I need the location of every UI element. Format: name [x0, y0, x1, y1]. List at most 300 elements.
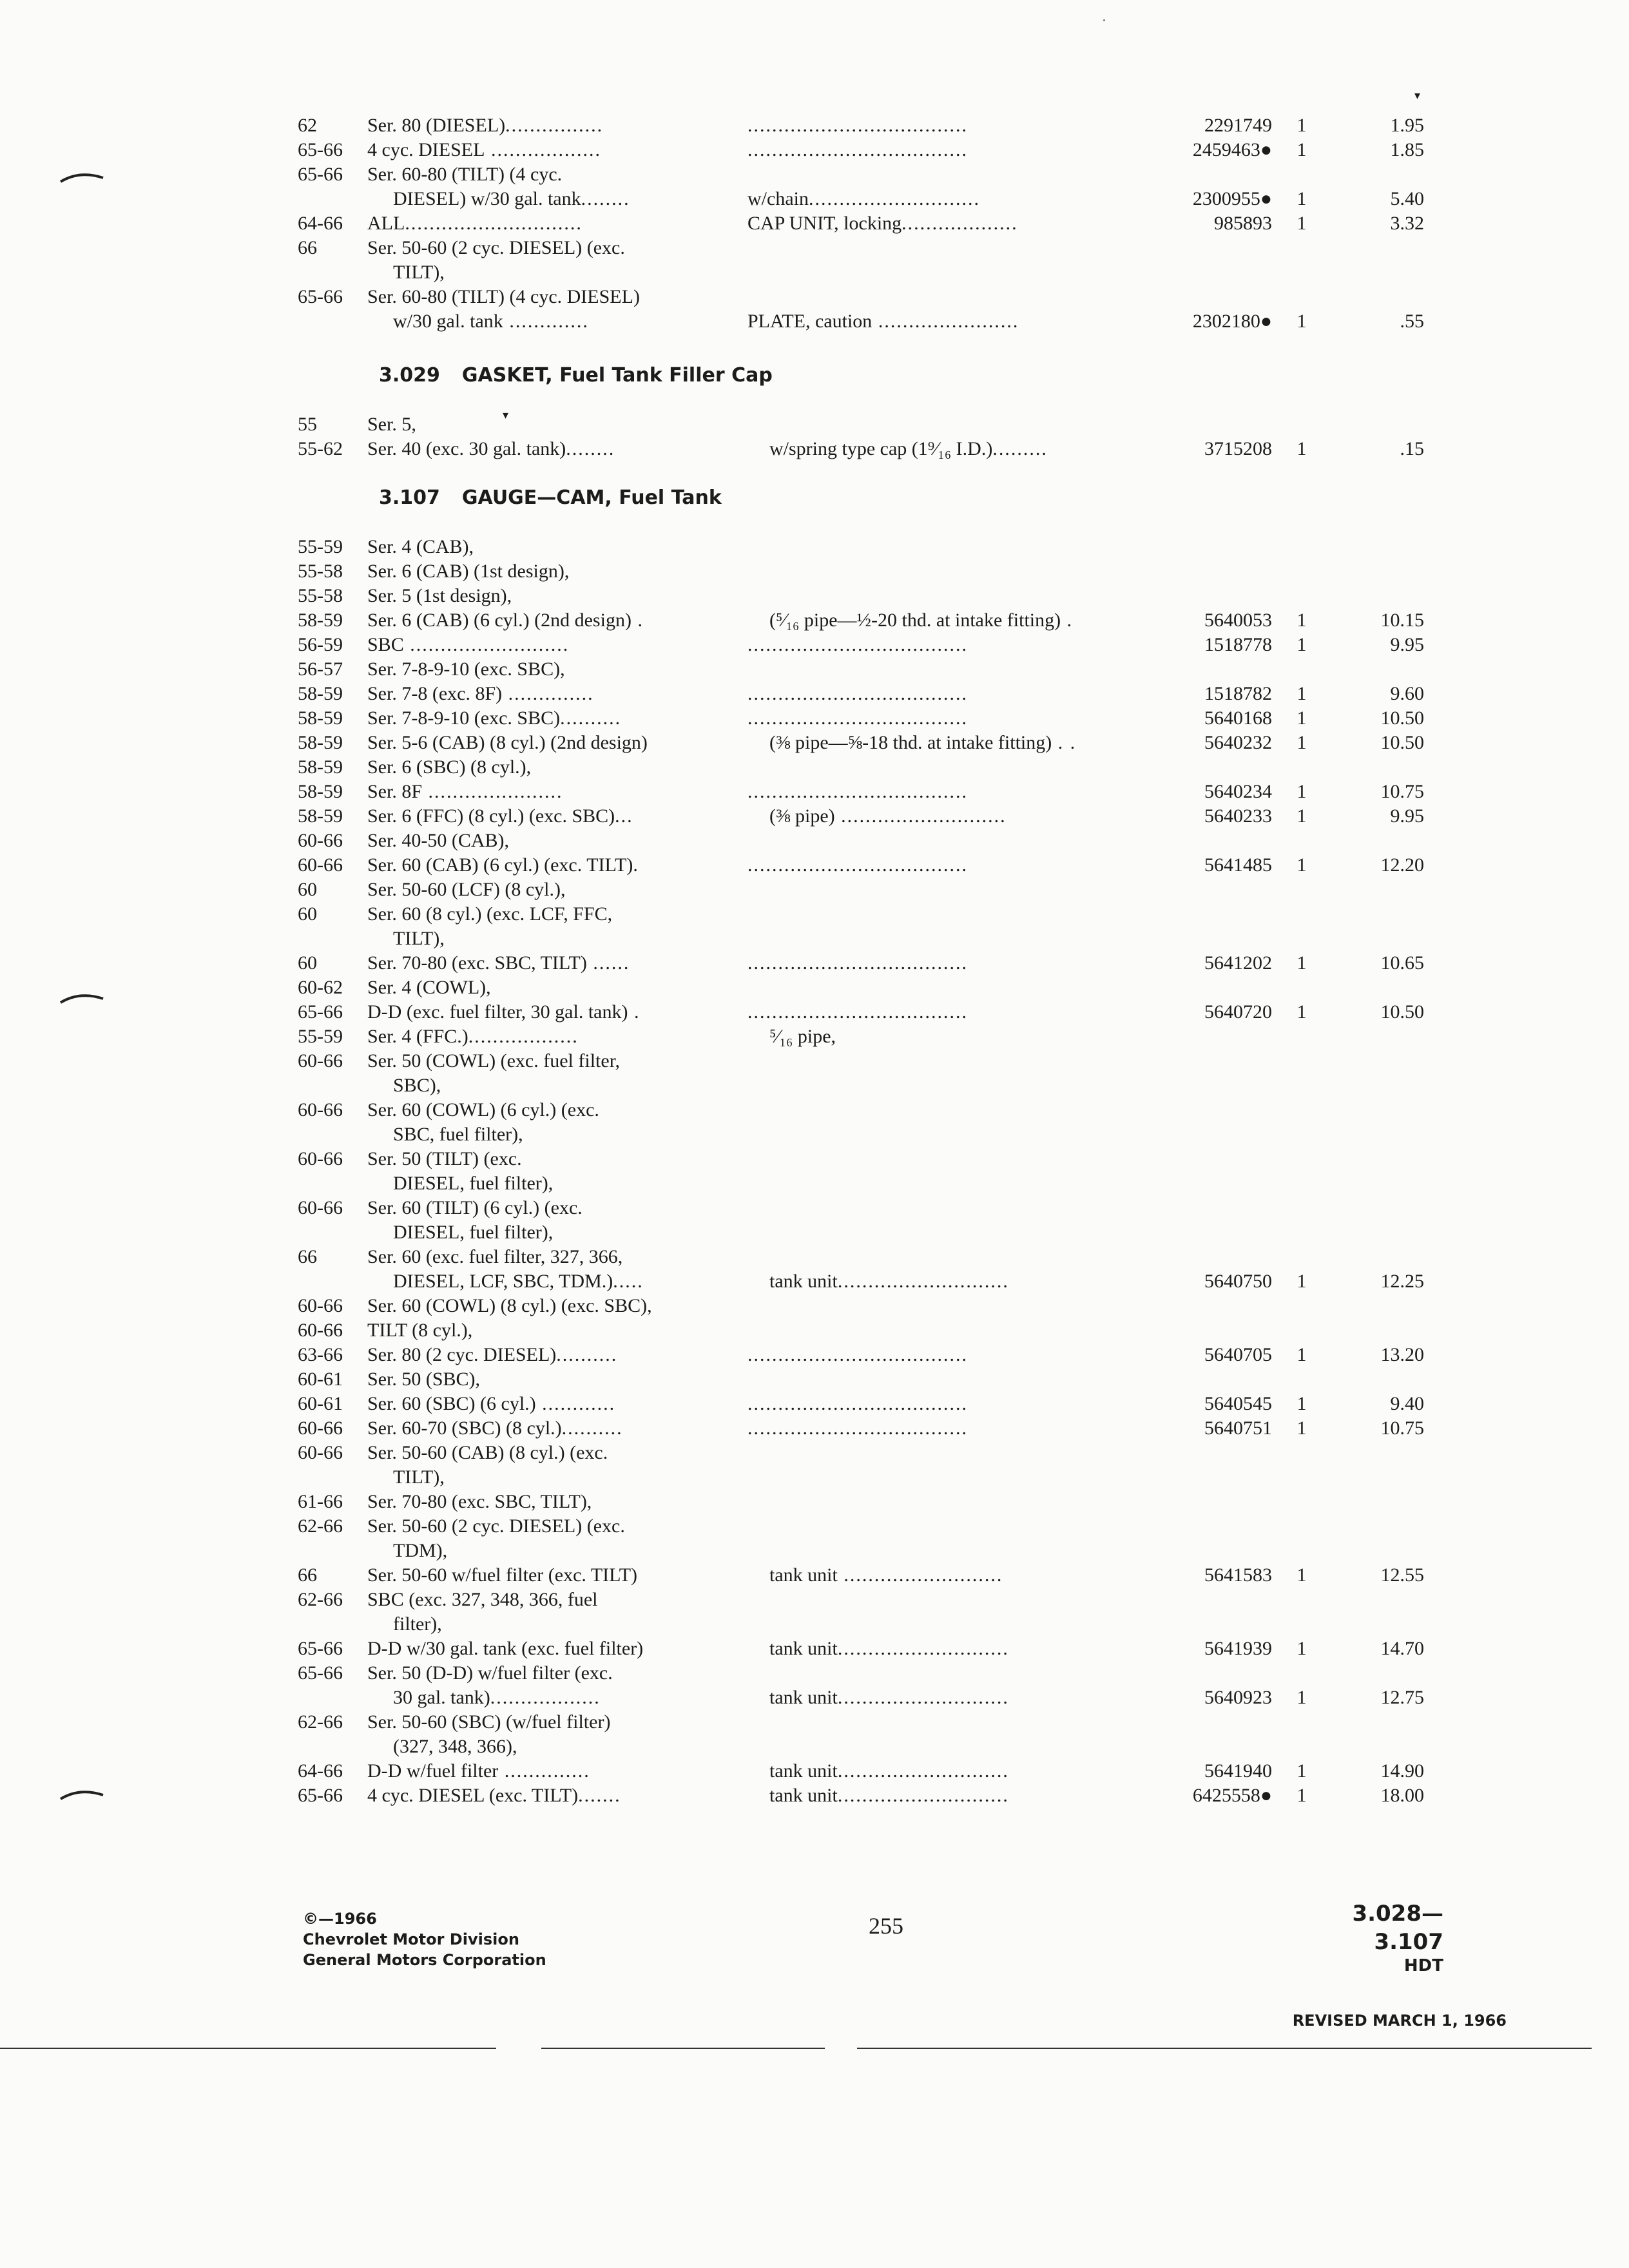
- description-cell: [747, 951, 1166, 975]
- application-cell: [367, 412, 723, 437]
- list-price: 1.95: [1390, 115, 1424, 136]
- application-text: Ser. 6 (CAB) (6 cyl.) (2nd design): [367, 610, 631, 631]
- application-cell: [367, 1171, 749, 1196]
- catalog-row: [0, 1490, 1629, 1514]
- model-year: 60-66: [298, 1099, 343, 1120]
- part-number: 5640750: [1204, 1271, 1272, 1292]
- application-text: Ser. 50 (COWL) (exc. fuel filter,: [367, 1050, 620, 1072]
- application-cell: [367, 927, 749, 951]
- catalog-row: [0, 1759, 1629, 1783]
- catalog-row: [0, 309, 1629, 334]
- description-cell: [747, 187, 1166, 211]
- list-price: 14.90: [1380, 1760, 1424, 1782]
- catalog-row: [0, 113, 1629, 138]
- leader-dots: ..........: [556, 1344, 618, 1365]
- application-cell: [367, 1563, 723, 1588]
- catalog-row: [0, 706, 1629, 731]
- list-price: 10.50: [1380, 732, 1424, 753]
- model-year: 60-66: [298, 830, 343, 851]
- description-text: tank unit: [769, 1271, 838, 1292]
- catalog-row: [0, 285, 1629, 309]
- application-cell: [367, 1661, 723, 1686]
- model-year: 60-66: [298, 854, 343, 876]
- application-text: TILT (8 cyl.),: [367, 1320, 473, 1341]
- application-text: Ser. 60-70 (SBC) (8 cyl.): [367, 1418, 562, 1439]
- model-year: 58-59: [298, 707, 343, 729]
- application-text: ALL: [367, 213, 405, 234]
- part-number: 5641940: [1204, 1760, 1272, 1782]
- catalog-row: [0, 1098, 1629, 1122]
- description-cell: [747, 682, 1166, 706]
- part-number: 5640234: [1204, 781, 1272, 802]
- description-text: tank unit: [769, 1785, 838, 1806]
- application-text: D-D w/30 gal. tank (exc. fuel filter): [367, 1638, 644, 1659]
- application-cell: [367, 1392, 723, 1416]
- catalog-row: [0, 1294, 1629, 1318]
- description-cell: [747, 1392, 1166, 1416]
- application-text: TILT),: [393, 1466, 445, 1488]
- leader-dots: .: [633, 854, 639, 876]
- footer-rule: [857, 2048, 1592, 2049]
- description-text: tank unit: [769, 1564, 838, 1586]
- model-year: 60: [298, 879, 317, 900]
- quantity: 1: [1296, 610, 1307, 631]
- leader-dots: ....................................: [747, 781, 968, 802]
- application-text: Ser. 50-60 w/fuel filter (exc. TILT): [367, 1564, 638, 1586]
- description-cell: [747, 853, 1166, 878]
- model-year: 56-59: [298, 634, 343, 655]
- catalog-row: [0, 829, 1629, 853]
- series-code: HDT: [1403, 1956, 1443, 1975]
- catalog-row: [0, 138, 1629, 162]
- application-text: SBC: [367, 634, 404, 655]
- application-text: (327, 348, 366),: [393, 1736, 517, 1757]
- quantity: 1: [1296, 311, 1307, 332]
- catalog-row: [0, 211, 1629, 236]
- division-line: Chevrolet Motor Division: [303, 1930, 519, 1948]
- part-number: 5640751: [1204, 1418, 1272, 1439]
- quantity: 1: [1296, 952, 1307, 974]
- model-year: 60-66: [298, 1197, 343, 1218]
- quantity: 1: [1296, 438, 1307, 459]
- leader-dots: .............: [503, 311, 589, 332]
- application-text: 30 gal. tank): [393, 1687, 490, 1708]
- application-cell: [367, 1710, 723, 1735]
- model-year: 61-66: [298, 1491, 343, 1512]
- part-number: 1518782: [1204, 683, 1272, 704]
- description-cell: [769, 1269, 1188, 1294]
- catalog-row: [0, 1783, 1629, 1808]
- leader-dots: ....................................: [747, 1393, 968, 1414]
- catalog-row: [0, 1686, 1629, 1710]
- model-year: 65-66: [298, 1785, 343, 1806]
- catalog-row: [0, 1220, 1629, 1245]
- application-cell: [367, 187, 749, 211]
- leader-dots: ..............: [502, 683, 594, 704]
- model-year: 55-59: [298, 1026, 343, 1047]
- application-text: Ser. 7-8 (exc. 8F): [367, 683, 503, 704]
- model-year: 62: [298, 115, 317, 136]
- quantity: 1: [1296, 188, 1307, 209]
- application-cell: [367, 1294, 723, 1318]
- catalog-row: [0, 1122, 1629, 1147]
- list-price: 3.32: [1390, 213, 1424, 234]
- description-cell: [747, 706, 1166, 731]
- quantity: 1: [1296, 1344, 1307, 1365]
- catalog-row: [0, 633, 1629, 657]
- section-heading: [379, 485, 722, 511]
- list-price: 10.75: [1380, 781, 1424, 802]
- catalog-row: [0, 1000, 1629, 1024]
- leader-dots: ......: [586, 952, 630, 974]
- application-text: Ser. 6 (FFC) (8 cyl.) (exc. SBC): [367, 805, 615, 827]
- quantity: 1: [1296, 1760, 1307, 1782]
- application-text: Ser. 60 (8 cyl.) (exc. LCF, FFC,: [367, 903, 613, 925]
- leader-dots: ...........................: [834, 805, 1007, 827]
- catalog-row: [0, 1465, 1629, 1490]
- model-year: 62-66: [298, 1711, 343, 1733]
- application-text: w/30 gal. tank: [393, 311, 503, 332]
- leader-dots: ....................................: [747, 139, 968, 160]
- leader-dots: .: [631, 610, 644, 631]
- section-title: GASKET, Fuel Tank Filler Cap: [461, 364, 773, 387]
- quantity: 1: [1296, 1418, 1307, 1439]
- part-number: 5641202: [1204, 952, 1272, 974]
- description-cell: [769, 1024, 1188, 1049]
- application-text: Ser. 5-6 (CAB) (8 cyl.) (2nd design): [367, 732, 648, 753]
- leader-dots: .......: [578, 1785, 621, 1806]
- model-year: 64-66: [298, 213, 343, 234]
- catalog-row: [0, 1539, 1629, 1563]
- model-year: 56-57: [298, 658, 343, 680]
- application-cell: [367, 1269, 749, 1294]
- catalog-row: [0, 1171, 1629, 1196]
- footer-rule: [541, 2048, 825, 2049]
- model-year: 60-66: [298, 1050, 343, 1072]
- catalog-row: [0, 1637, 1629, 1661]
- leader-dots: ....................................: [747, 1344, 968, 1365]
- list-price: .55: [1400, 311, 1424, 332]
- catalog-row: [0, 1392, 1629, 1416]
- catalog-row: [0, 1612, 1629, 1637]
- part-number: 5640232: [1204, 732, 1272, 753]
- catalog-row: [0, 1269, 1629, 1294]
- leader-dots: ............................: [837, 1638, 1009, 1659]
- quantity: 1: [1296, 805, 1307, 827]
- section-heading: [379, 363, 773, 389]
- description-text: tank unit: [769, 1638, 838, 1659]
- leader-dots: .: [628, 1001, 641, 1023]
- application-cell: [367, 1024, 723, 1049]
- part-number: 5641485: [1204, 854, 1272, 876]
- catalog-row: [0, 559, 1629, 584]
- application-text: Ser. 60 (COWL) (6 cyl.) (exc.: [367, 1099, 599, 1120]
- catalog-row: [0, 682, 1629, 706]
- list-price: 9.95: [1390, 634, 1424, 655]
- application-cell: [367, 633, 723, 657]
- application-text: Ser. 60 (exc. fuel filter, 327, 366,: [367, 1246, 623, 1267]
- leader-dots: ....................................: [747, 707, 968, 729]
- description-text: CAP UNIT, locking: [747, 213, 902, 234]
- description-cell: [769, 437, 1188, 461]
- quantity: 1: [1296, 1393, 1307, 1414]
- description-text: PLATE, caution: [747, 311, 872, 332]
- leader-dots: ............: [535, 1393, 616, 1414]
- leader-dots: ........: [566, 438, 615, 459]
- application-text: TILT),: [393, 928, 445, 949]
- catalog-row: [0, 1735, 1629, 1759]
- model-year: 65-66: [298, 1638, 343, 1659]
- quantity: 1: [1296, 115, 1307, 136]
- application-text: Ser. 4 (CAB),: [367, 536, 474, 557]
- catalog-row: [0, 878, 1629, 902]
- leader-dots: ...: [615, 805, 633, 827]
- application-text: Ser. 6 (SBC) (8 cyl.),: [367, 756, 532, 778]
- application-text: DIESEL, LCF, SBC, TDM.): [393, 1271, 613, 1292]
- application-text: Ser. 50-60 (LCF) (8 cyl.),: [367, 879, 566, 900]
- description-text: ⁵⁄₁₆ pipe,: [769, 1026, 836, 1047]
- section-number: 3.107: [379, 486, 440, 509]
- catalog-row: [0, 951, 1629, 975]
- part-number: 985893: [1214, 213, 1272, 234]
- description-cell: [769, 608, 1188, 633]
- application-cell: [367, 951, 723, 975]
- part-number: 5640053: [1204, 610, 1272, 631]
- application-cell: [367, 975, 723, 1000]
- application-cell: [367, 878, 723, 902]
- catalog-row: [0, 1024, 1629, 1049]
- description-cell: [747, 1000, 1166, 1024]
- model-year: 65-66: [298, 164, 343, 185]
- part-number: 3715208: [1204, 438, 1272, 459]
- application-text: Ser. 70-80 (exc. SBC, TILT),: [367, 1491, 592, 1512]
- list-price: 10.75: [1380, 1418, 1424, 1439]
- application-text: TILT),: [393, 262, 445, 283]
- model-year: 58-59: [298, 610, 343, 631]
- catalog-row: [0, 1245, 1629, 1269]
- application-text: 4 cyc. DIESEL (exc. TILT): [367, 1785, 579, 1806]
- application-cell: [367, 1367, 723, 1392]
- list-price: 14.70: [1380, 1638, 1424, 1659]
- application-cell: [367, 1098, 723, 1122]
- description-cell: [747, 309, 1166, 334]
- part-number: 2302180●: [1192, 311, 1272, 332]
- model-year: 62-66: [298, 1515, 343, 1537]
- application-text: Ser. 70-80 (exc. SBC, TILT): [367, 952, 587, 974]
- application-cell: [367, 260, 749, 285]
- application-text: filter),: [393, 1613, 442, 1635]
- description-cell: [747, 138, 1166, 162]
- application-cell: [367, 853, 723, 878]
- model-year: 63-66: [298, 1344, 343, 1365]
- catalog-row: [0, 1661, 1629, 1686]
- model-year: 64-66: [298, 1760, 343, 1782]
- catalog-row: [0, 657, 1629, 682]
- application-text: Ser. 50-60 (2 cyc. DIESEL) (exc.: [367, 1515, 625, 1537]
- application-text: Ser. 4 (FFC.): [367, 1026, 468, 1047]
- description-text: w/chain: [747, 188, 809, 209]
- application-cell: [367, 755, 723, 780]
- leader-dots: ..........: [560, 707, 622, 729]
- model-year: 66: [298, 1564, 317, 1586]
- leader-dots: ....................................: [747, 1001, 968, 1023]
- model-year: 65-66: [298, 286, 343, 307]
- model-year: 60-66: [298, 1442, 343, 1463]
- page-number: 255: [869, 1913, 903, 1939]
- application-text: Ser. 50 (TILT) (exc.: [367, 1148, 522, 1169]
- leader-dots: ....................................: [747, 683, 968, 704]
- model-year: 65-66: [298, 1662, 343, 1684]
- group-range: 3.028—3.107: [1352, 1901, 1443, 1955]
- quantity: 1: [1296, 1638, 1307, 1659]
- application-cell: [367, 1416, 723, 1441]
- leader-dots: ....................................: [747, 952, 968, 974]
- description-cell: [747, 633, 1166, 657]
- description-text: w/spring type cap (1⁹⁄₁₆ I.D.): [769, 438, 993, 459]
- catalog-row: [0, 731, 1629, 755]
- part-number: 5640233: [1204, 805, 1272, 827]
- model-year: 60-66: [298, 1148, 343, 1169]
- description-cell: [747, 1416, 1166, 1441]
- list-price: 9.95: [1390, 805, 1424, 827]
- catalog-row: [0, 437, 1629, 461]
- catalog-row: [0, 902, 1629, 927]
- application-text: Ser. 60 (CAB) (6 cyl.) (exc. TILT): [367, 854, 633, 876]
- application-cell: [367, 1196, 723, 1220]
- quantity: 1: [1296, 1564, 1307, 1586]
- application-cell: [367, 236, 723, 260]
- description-cell: [747, 113, 1166, 138]
- catalog-row: [0, 584, 1629, 608]
- model-year: 55-58: [298, 585, 343, 606]
- leader-dots: ............................: [808, 188, 980, 209]
- leader-dots: .....: [613, 1271, 644, 1292]
- application-text: Ser. 60 (SBC) (6 cyl.): [367, 1393, 536, 1414]
- catalog-row: [0, 1343, 1629, 1367]
- description-text: (⅜ pipe—⅝-18 thd. at intake fitting): [769, 732, 1052, 753]
- description-text: tank unit: [769, 1687, 838, 1708]
- application-cell: [367, 1514, 723, 1539]
- model-year: 55: [298, 414, 317, 435]
- application-cell: [367, 1465, 749, 1490]
- list-price: 5.40: [1390, 188, 1424, 209]
- quantity: 1: [1296, 213, 1307, 234]
- description-text: (⁵⁄₁₆ pipe—½-20 thd. at intake fitting): [769, 610, 1061, 631]
- application-text: Ser. 50-60 (2 cyc. DIESEL) (exc.: [367, 237, 625, 258]
- description-text: (⅜ pipe): [769, 805, 835, 827]
- part-number: 1518778: [1204, 634, 1272, 655]
- catalog-row: [0, 1147, 1629, 1171]
- leader-dots: ........: [581, 188, 630, 209]
- application-text: SBC, fuel filter),: [393, 1124, 523, 1145]
- list-price: 12.75: [1380, 1687, 1424, 1708]
- application-text: Ser. 7-8-9-10 (exc. SBC),: [367, 658, 565, 680]
- part-number: 5640705: [1204, 1344, 1272, 1365]
- part-number: 5640168: [1204, 707, 1272, 729]
- application-cell: [367, 731, 723, 755]
- leader-dots: ...................: [901, 213, 1018, 234]
- scan-speck: [1103, 19, 1105, 21]
- application-cell: [367, 1343, 723, 1367]
- part-number: 5641939: [1204, 1638, 1272, 1659]
- model-year: 60-61: [298, 1393, 343, 1414]
- application-text: TDM),: [393, 1540, 448, 1561]
- quantity: 1: [1296, 1785, 1307, 1806]
- application-cell: [367, 162, 723, 187]
- leader-dots: ....................................: [747, 1418, 968, 1439]
- application-cell: [367, 1783, 723, 1808]
- revision-date: REVISED MARCH 1, 1966: [1292, 2012, 1507, 2030]
- application-text: Ser. 6 (CAB) (1st design),: [367, 561, 570, 582]
- list-price: 18.00: [1380, 1785, 1424, 1806]
- application-cell: [367, 1759, 723, 1783]
- list-price: 12.55: [1380, 1564, 1424, 1586]
- description-cell: [769, 1563, 1188, 1588]
- application-cell: [367, 559, 723, 584]
- application-cell: [367, 829, 723, 853]
- model-year: 55-58: [298, 561, 343, 582]
- catalog-row: [0, 187, 1629, 211]
- model-year: 66: [298, 237, 317, 258]
- application-cell: [367, 1318, 723, 1343]
- part-number: 2291749: [1204, 115, 1272, 136]
- application-text: Ser. 80 (DIESEL): [367, 115, 506, 136]
- application-cell: [367, 309, 749, 334]
- description-text: tank unit: [769, 1760, 838, 1782]
- leader-dots: ..................: [490, 1687, 601, 1708]
- scan-mark: ▾: [503, 408, 509, 421]
- leader-dots: . .: [1052, 732, 1077, 753]
- catalog-row: [0, 1073, 1629, 1098]
- model-year: 60-66: [298, 1295, 343, 1316]
- list-price: 10.50: [1380, 1001, 1424, 1023]
- model-year: 60-66: [298, 1418, 343, 1439]
- quantity: 1: [1296, 683, 1307, 704]
- list-price: 9.60: [1390, 683, 1424, 704]
- model-year: 66: [298, 1246, 317, 1267]
- application-text: D-D w/fuel filter: [367, 1760, 499, 1782]
- list-price: 10.65: [1380, 952, 1424, 974]
- catalog-row: [0, 1416, 1629, 1441]
- catalog-row: [0, 1196, 1629, 1220]
- model-year: 58-59: [298, 683, 343, 704]
- application-text: Ser. 50-60 (SBC) (w/fuel filter): [367, 1711, 611, 1733]
- application-text: Ser. 40-50 (CAB),: [367, 830, 509, 851]
- catalog-row: [0, 804, 1629, 829]
- footer-rule: [0, 2048, 496, 2049]
- application-text: Ser. 50-60 (CAB) (8 cyl.) (exc.: [367, 1442, 608, 1463]
- model-year: 62-66: [298, 1589, 343, 1610]
- description-cell: [769, 1637, 1188, 1661]
- catalog-row: [0, 1563, 1629, 1588]
- part-number: 5640720: [1204, 1001, 1272, 1023]
- catalog-row: [0, 608, 1629, 633]
- model-year: 65-66: [298, 139, 343, 160]
- application-text: D-D (exc. fuel filter, 30 gal. tank): [367, 1001, 628, 1023]
- model-year: 65-66: [298, 1001, 343, 1023]
- model-year: 58-59: [298, 781, 343, 802]
- application-cell: [367, 535, 723, 559]
- leader-dots: .............................: [405, 213, 583, 234]
- application-cell: [367, 1000, 723, 1024]
- part-number: 5641583: [1204, 1564, 1272, 1586]
- catalog-row: [0, 1049, 1629, 1073]
- quantity: 1: [1296, 1001, 1307, 1023]
- description-cell: [769, 804, 1188, 829]
- model-year: 55-59: [298, 536, 343, 557]
- quantity: 1: [1296, 854, 1307, 876]
- application-cell: [367, 437, 723, 461]
